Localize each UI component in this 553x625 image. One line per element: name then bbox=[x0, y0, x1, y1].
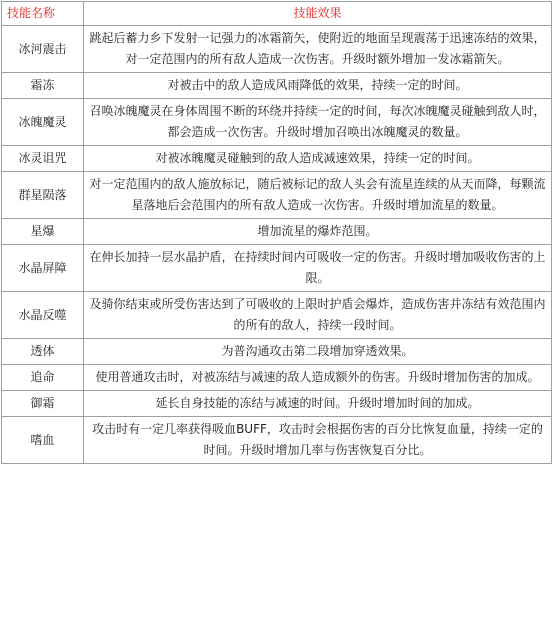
skill-effect-cell: 及骑你结束或所受伤害达到了可吸收的上限时护盾会爆炸，造成伤害并冻结有效范围内的所有的敌人，持续一段时间。 bbox=[84, 292, 552, 339]
skill-name-cell: 追命 bbox=[2, 365, 84, 391]
skill-effect-cell: 对一定范围内的敌人施放标记，随后被标记的敌人头会有流星连续的从天而降，每颗流星落地后会范围内的所有敌人造成一次伤害。升级时增加流星的数量。 bbox=[84, 172, 552, 219]
skill-name-cell: 透体 bbox=[2, 339, 84, 365]
skill-name-cell: 水晶屏障 bbox=[2, 245, 84, 292]
skill-effect-cell: 延长自身技能的冻结与减速的时间。升级时增加时间的加成。 bbox=[84, 391, 552, 417]
skill-name-cell: 御霜 bbox=[2, 391, 84, 417]
skill-name-cell: 水晶反噬 bbox=[2, 292, 84, 339]
skill-effect-cell: 召唤冰魄魔灵在身体周围不断的环绕并持续一定的时间，每次冰魄魔灵碰触到敌人时，都会造成一次伤害。升级时增加召唤出冰魄魔灵的数量。 bbox=[84, 99, 552, 146]
table-row bbox=[2, 391, 552, 417]
table-row bbox=[2, 417, 552, 464]
skill-name-cell: 群星陨落 bbox=[2, 172, 84, 219]
table-row bbox=[2, 219, 552, 245]
skill-effect-cell: 对被击中的敌人造成风雨降低的效果，持续一定的时间。 bbox=[84, 73, 552, 99]
skill-effect-cell: 为普沟通攻击第二段增加穿透效果。 bbox=[84, 339, 552, 365]
skill-name-cell: 冰河震击 bbox=[2, 26, 84, 73]
table-row bbox=[2, 365, 552, 391]
header-skill-effect: 技能效果 bbox=[84, 2, 552, 26]
table-row bbox=[2, 73, 552, 99]
table-row bbox=[2, 99, 552, 146]
table-row bbox=[2, 292, 552, 339]
skill-name-cell: 冰魄魔灵 bbox=[2, 99, 84, 146]
header-row bbox=[2, 2, 552, 26]
skill-effect-cell: 在伸长加持一层水晶护盾，在持续时间内可吸收一定的伤害。升级时增加吸收伤害的上限。 bbox=[84, 245, 552, 292]
skill-name-cell: 冰灵诅咒 bbox=[2, 146, 84, 172]
skill-name-cell: 嗜血 bbox=[2, 417, 84, 464]
table-row bbox=[2, 172, 552, 219]
skill-name-cell: 霜冻 bbox=[2, 73, 84, 99]
skill-effect-cell: 增加流星的爆炸范围。 bbox=[84, 219, 552, 245]
skill-effect-cell: 使用普通攻击时，对被冻结与减速的敌人造成额外的伤害。升级时增加伤害的加成。 bbox=[84, 365, 552, 391]
skills-table bbox=[1, 1, 552, 464]
skill-effect-cell: 跳起后蓄力乡下发射一记强力的冰霜箭矢，使附近的地面呈现震荡于迅速冻结的效果，对一定范围内的所有敌人造成一次伤害。升级时额外增加一发冰霜箭矢。 bbox=[84, 26, 552, 73]
skill-effect-cell: 对被冰魄魔灵碰触到的敌人造成减速效果，持续一定的时间。 bbox=[84, 146, 552, 172]
header-skill-name: 技能名称 bbox=[2, 2, 84, 26]
table-row bbox=[2, 339, 552, 365]
table-row bbox=[2, 26, 552, 73]
skill-name-cell: 星爆 bbox=[2, 219, 84, 245]
skill-effect-cell: 攻击时有一定几率获得吸血BUFF，攻击时会根据伤害的百分比恢复血量，持续一定的时间。升级时增加几率与伤害恢复百分比。 bbox=[84, 417, 552, 464]
table-row bbox=[2, 245, 552, 292]
table-row bbox=[2, 146, 552, 172]
